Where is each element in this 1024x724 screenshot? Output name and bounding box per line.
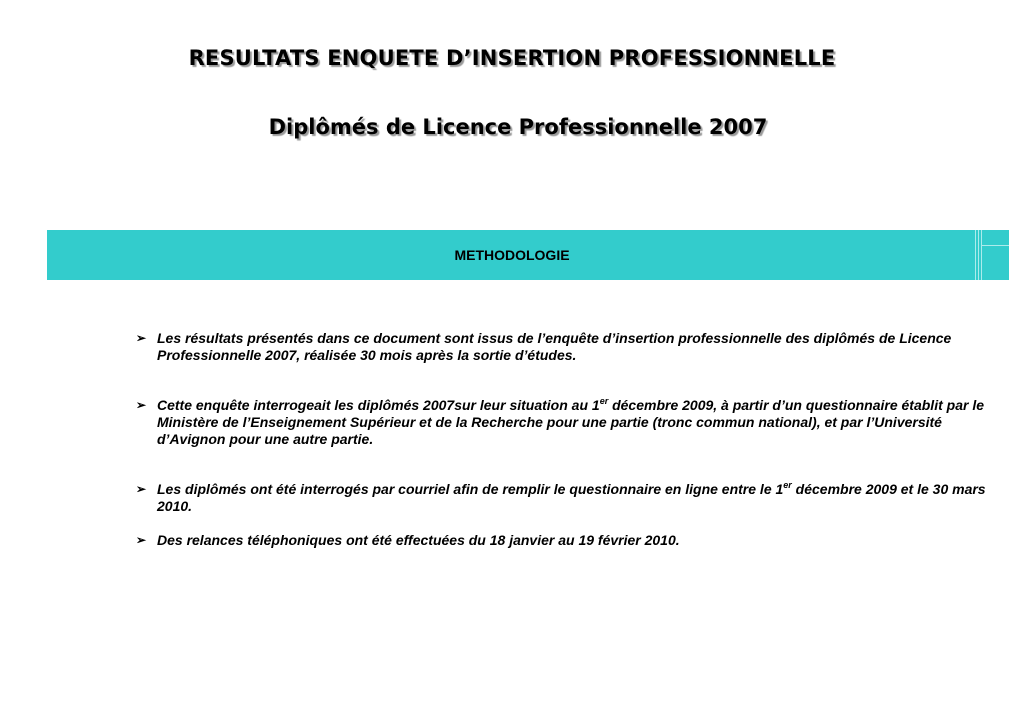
section-banner: [47, 230, 1009, 280]
right-arrowhead-icon: ➢: [136, 482, 147, 496]
list-item-text: Les résultats présentés dans ce document sont issus de l’enquête d’insertion professionnelle des diplômés de Licence Professionnelle 2007, réalisée 30 mois après la sortie d’études.: [157, 330, 952, 363]
right-arrowhead-icon: ➢: [136, 398, 147, 412]
banner-divider: [981, 230, 982, 280]
list-item: [136, 532, 996, 549]
list-item-text: Les diplômés ont été interrogés par courriel afin de remplir le questionnaire en ligne entre le 1er décembre 2009 et le 30 mars 2010.: [157, 480, 986, 514]
document-title: RESULTATS ENQUETE D’INSERTION PROFESSIONNELLE: [188, 46, 836, 70]
document-subtitle: Diplômés de Licence Professionnelle 2007: [268, 115, 768, 139]
list-item-text: Des relances téléphoniques ont été effectuées du 18 janvier au 19 février 2010.: [157, 532, 680, 548]
list-item-text: Cette enquête interrogeait les diplômés 2007sur leur situation au 1er décembre 2009, à partir d’un questionnaire établit par le Ministère de l’Enseignement Supérieur et de la Recherche pour une partie (tronc commun national), et par l’Université d’Avignon pour une autre partie.: [157, 396, 984, 447]
banner-divider: [982, 245, 1009, 246]
banner-divider: [975, 230, 976, 280]
banner-divider: [978, 230, 979, 280]
right-arrowhead-icon: ➢: [136, 533, 147, 547]
right-arrowhead-icon: ➢: [136, 331, 147, 345]
list-item: [136, 330, 996, 364]
list-item: [136, 397, 996, 448]
list-item: [136, 481, 996, 515]
section-title: METHODOLOGIE: [454, 247, 570, 263]
